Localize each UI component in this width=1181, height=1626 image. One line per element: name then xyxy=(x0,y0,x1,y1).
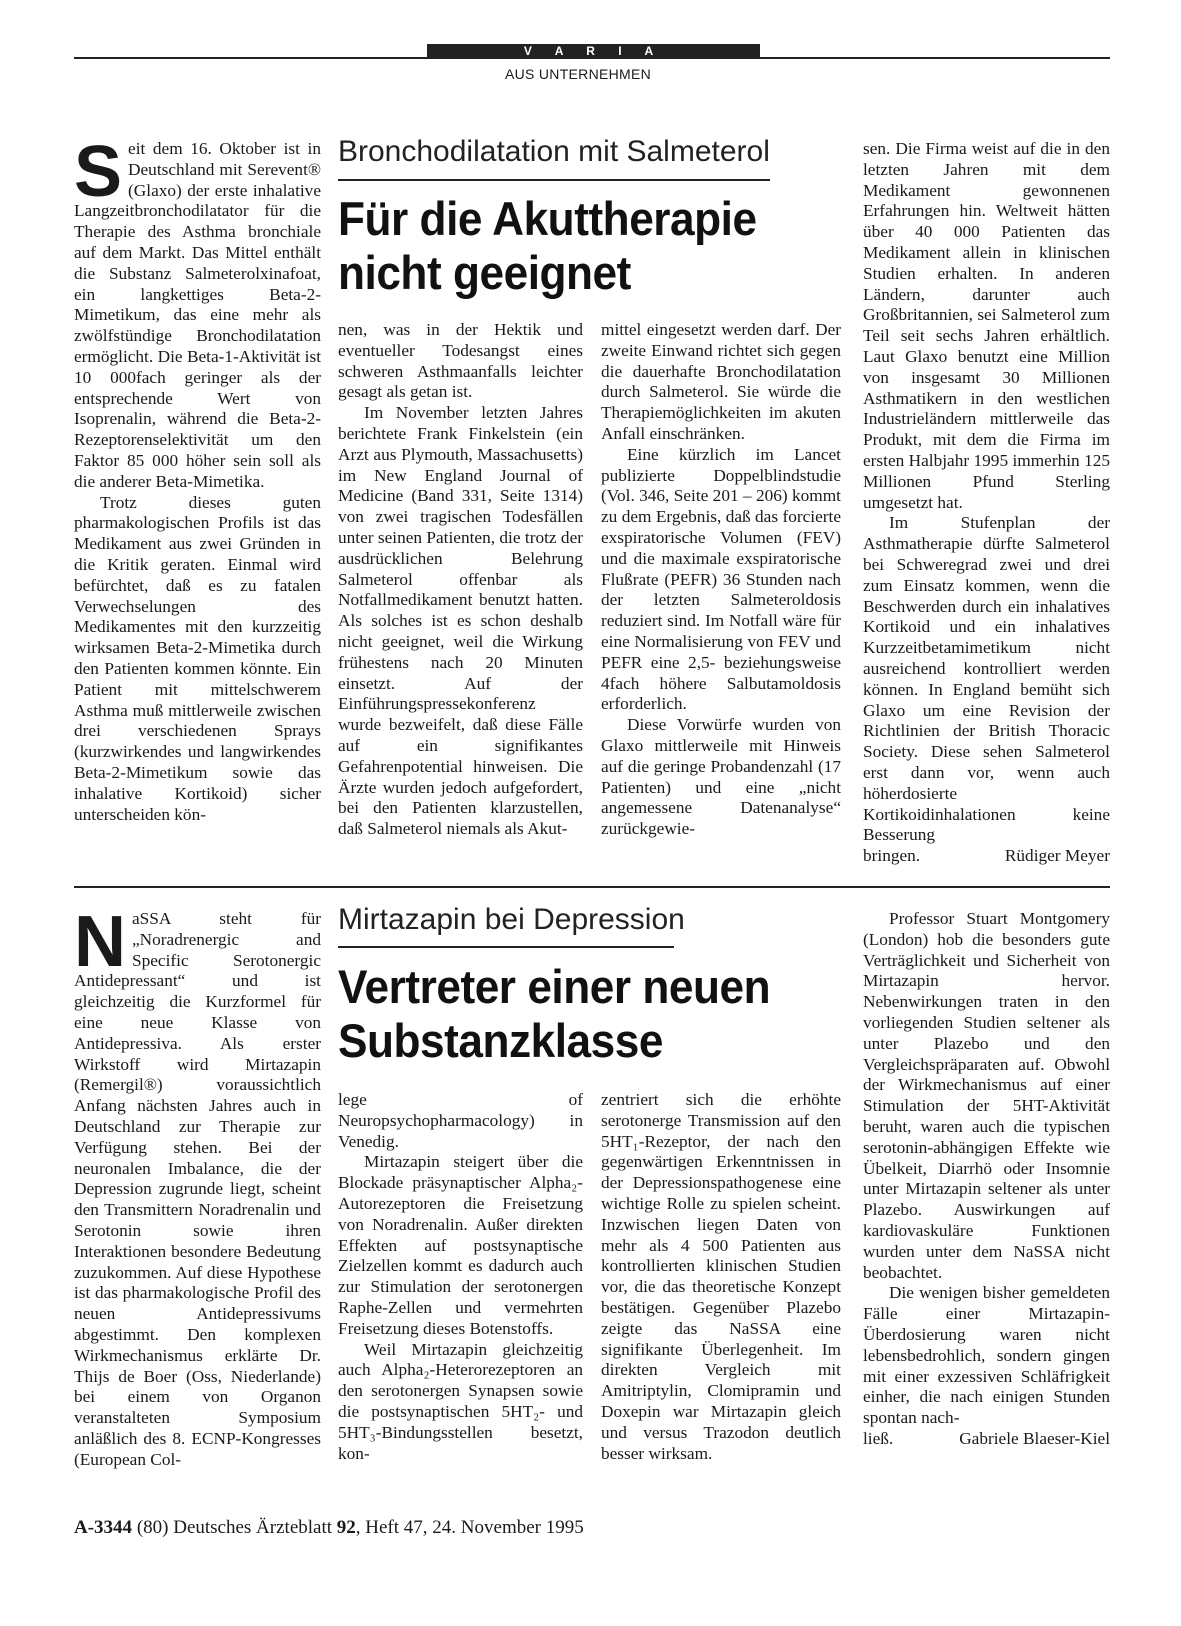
article1-headline-line2: nicht geeignet xyxy=(338,246,631,299)
article1-headline-line1: Für die Akuttherapie xyxy=(338,192,757,245)
article1-column-2 xyxy=(338,320,583,840)
footer-page-code: A-3344 xyxy=(74,1517,133,1538)
article2-col2-para2: Mirtazapin steigert über die Blockade präsynaptischer Alpha₂-Autorezeptoren die Freisetzung von Noradrenalin. Außer direkten Effekten auf postsynaptische Zielzellen kommt es dadurch auch zur Stimulation der serotonergen Raphe-Zellen und vermehrten Freisetzung dieses Botenstoffs. xyxy=(338,1152,583,1338)
article2-dropcap: N xyxy=(74,902,126,982)
article1-col4-para1: sen. Die Firma weist auf die in den letzten Jahren mit dem Medikament gewonnenen Erfahrungen hin. Weltweit hätten über 40 000 Patienten das Medikament allein in klinischen Studien erhalten. In anderen Ländern, darunter auch Großbritannien, sei Salmeterol zum Teil seit sechs Jahren erhältlich. Laut Glaxo benutzt eine Million von insgesamt 30 Millionen Asthmatikern in den westlichen Industrieländern mittlerweile das Produkt, mit dem die Firma im ersten Halbjahr 1995 immerhin 125 Millionen Pfund Sterling umgesetzt hat. xyxy=(863,139,1110,512)
article1-headline xyxy=(338,192,827,300)
article1-kicker-rule xyxy=(338,179,770,181)
article2-kicker-rule xyxy=(338,946,674,948)
article2-col3-para1: zentriert sich die erhöhte serotonerge Transmission auf den 5HT₁-Rezeptor, der nach den gegenwärtigen Erkenntnissen in der Depressionspathogenese eine wichtige Rolle zu spielen scheint. Inzwischen liegen Daten von mehr als 4 500 Patienten aus kontrollierten klinischen Studien vor, die das theoretische Konzept bestätigen. Gegenüber Plazebo zeigte das NaSSA eine signifikante Überlegenheit. Im direkten Vergleich mit Amitriptylin, Clomipramin und Doxepin war Mirtazapin gleich und versus Trazodon deutlich besser wirksam. xyxy=(601,1090,841,1463)
article2-signature xyxy=(863,1429,1110,1450)
section-subhead: AUS UNTERNEHMEN xyxy=(505,66,652,82)
article1-dropcap: S xyxy=(74,132,123,212)
article1-signature xyxy=(863,846,1110,867)
page-footer xyxy=(74,1517,584,1539)
section-banner: V A R I A xyxy=(427,44,760,58)
article2-col2-para3: Weil Mirtazapin gleichzeitig auch Alpha₂-Heterorezeptoren an den serotonergen Synapsen sowie die postsynaptischen 5HT₂- und 5HT₃-Bindungsstellen besetzt, kon- xyxy=(338,1339,583,1463)
article2-col4-para1: Professor Stuart Montgomery (London) hob die besonders gute Verträglichkeit und Sicherheit von Mirtazapin hervor. Nebenwirkungen traten in den vorliegenden Studien seltener als unter Plazebo und den Vergleichspräparaten auf. Obwohl der Wirkmechanismus auf einer Stimulation der 5HT-Aktivität beruht, waren auch die typischen serotonin-abhängigen Effekte wie Übelkeit, Diarrhö oder Insomnie unter Mirtazapin seltener als unter Plazebo. Auswirkungen auf kardiovaskuläre Funktionen wurden unter dem NaSSA nicht beobachtet. xyxy=(863,909,1110,1282)
article1-column-1 xyxy=(74,132,321,825)
article-separator xyxy=(74,886,1110,888)
article2-col4-para2: Die wenigen bisher gemeldeten Fälle einer Mirtazapin-Überdosierung waren nicht lebensbedrohlich, sondern gingen mit einer exzessiven Schläfrigkeit einher, die nach einigen Stunden spontan nach- xyxy=(863,1283,1110,1428)
article2-last-words: ließ. xyxy=(863,1428,894,1448)
article2-kicker: Mirtazapin bei Depression xyxy=(338,903,685,936)
article1-col3-para1: mittel eingesetzt werden darf. Der zweite Einwand richtet sich gegen die dauerhafte Bronchodilatation durch Salmeterol. Sie würde die Therapiemöglichkeiten im akuten Anfall einschränken. xyxy=(601,320,841,443)
article1-author: Rüdiger Meyer xyxy=(1004,846,1110,866)
article1-last-words: bringen. xyxy=(863,846,921,866)
article1-col2-para2: Im November letzten Jahres berichtete Frank Finkelstein (ein Arzt aus Plymouth, Massachusetts) im New England Journal of Medicine (Band 331, Seite 1314) von zwei tragischen Todesfällen unter seinen Patienten, die trotz der ausdrücklichen Belehrung Salmeterol offenbar als Notfallmedikament benutzt hatten. Als solches ist es schon deshalb nicht geeignet, weil die Wirkung frühestens nach 20 Minuten einsetzt. Auf der Einführungspressekonferenz wurde bezweifelt, daß diese Fälle auf ein signifikantes Gefahrenpotential hinweisen. Die Ärzte wurden jedoch aufgefordert, bei den Patienten klarzustellen, daß Salmeterol niemals als Akut- xyxy=(338,403,583,839)
article2-column-2 xyxy=(338,1090,583,1464)
article2-headline xyxy=(338,960,827,1068)
article2-headline-line2: Substanzklasse xyxy=(338,1014,663,1067)
article1-col2-para1: nen, was in der Hektik und eventueller Todesangst eines schweren Asthmaanfalls leichter gesagt als getan ist. xyxy=(338,320,583,402)
article2-author: Gabriele Blaeser-Kiel xyxy=(959,1428,1110,1448)
article1-column-4 xyxy=(863,139,1110,867)
article2-col1-para1: aSSA steht für „Noradrenergic and Specific Serotonergic Antidepressant“ und ist gleichzeitig die Kurzformel für eine neue Klasse von Antidepressiva. Als erster Wirkstoff wird Mirtazapin (Remergil®) voraussichtlich Anfang nächsten Jahres auch in Deutschland zur Therapie zur Verfügung stehen. Bei der neuronalen Imbalance, die der Depression zugrunde liegt, scheint den Transmittern Noradrenalin und Serotonin sowie ihren Interaktionen besondere Bedeutung zuzukommen. Auf diese Hypothese ist das pharmakologische Profil des neuen Antidepressivums abgestimmt. Den komplexen Wirkmechanismus erklärte Dr. Thijs de Boer (Oss, Niederlande) bei einem von Organon veranstalteten Symposium anläßlich des 8. ECNP-Kongresses (European Col- xyxy=(74,909,321,1469)
article1-column-3 xyxy=(601,320,841,840)
article1-col1-para2: Trotz dieses guten pharmakologischen Profils ist das Medikament aus zwei Gründen in die Kritik geraten. Einmal wird befürchtet, daß es zu fatalen Verwechselungen des Medikamentes mit den kurzzeitig wirksamen Beta-2-Mimetika durch den Patienten kommen könnte. Ein Patient mit mittelschwerem Asthma muß mittlerweile zwischen drei verschiedenen Sprays (kurzwirkendes und langwirkendes Beta-2-Mimetikum sowie das inhalative Kortikoid) sicher unterscheiden kön- xyxy=(74,492,321,824)
footer-journal: Deutsches Ärzteblatt xyxy=(173,1517,333,1538)
article2-headline-line1: Vertreter einer neuen xyxy=(338,960,771,1013)
article1-col3-para2: Eine kürzlich im Lancet publizierte Doppelblindstudie (Vol. 346, Seite 201 – 206) kommt zu dem Ergebnis, daß das forcierte exspiratorische Volumen (FEV) und die maximale exspiratorische Flußrate (PEFR) 36 Stunden nach der letzten Salmeteroldosis reduziert sind. Im Notfall wäre für eine Normalisierung von FEV und PEFR eine 2,5- beziehungsweise 4fach höhere Salbutamoldosis erforderlich. xyxy=(601,444,841,714)
article2-column-1 xyxy=(74,902,321,1471)
footer-page-paren: (80) xyxy=(136,1517,169,1538)
article2-column-3 xyxy=(601,1090,841,1464)
article1-col1-para1: eit dem 16. Oktober ist in Deutschland mit Serevent® (Glaxo) der erste inhalative Langzeitbronchodilatator für die Therapie des Asthma bronchiale auf dem Markt. Das Mittel enthält die Substanz Salmeterolxinafoat, ein langkettiges Beta-2-Mimetikum, das eine mehr als zwölfstündige Bronchodilatation ermöglicht. Die Beta-1-Aktivität ist 10 000fach geringer als der entsprechende Wert von Isoprenalin, während die Beta-2-Rezeptorenselektivität um den Faktor 85 000 höher sein soll als die anderer Beta-Mimetika. xyxy=(74,139,321,491)
footer-volume: 92 xyxy=(336,1517,356,1538)
article2-column-4 xyxy=(863,909,1110,1450)
article1-kicker: Bronchodilatation mit Salmeterol xyxy=(338,135,770,168)
article1-col3-para3: Diese Vorwürfe wurden von Glaxo mittlerweile mit Hinweis auf die geringe Probandenzahl (17 Patienten) und eine „nicht angemessene Datenanalyse“ zurückgewie- xyxy=(601,715,841,839)
article1-col4-para2: Im Stufenplan der Asthmatherapie dürfte Salmeterol bei Schweregrad zwei und drei zum Einsatz kommen, wenn die Beschwerden durch ein inhalatives Kortikoid und ein inhalatives Kurzzeitbetamimetikum nicht ausreichend kontrolliert werden können. In England bemüht sich Glaxo um eine Revision der Richtlinien der British Thoracic Society. Diese sehen Salmeterol erst dann vor, wenn auch höherdosierte Kortikoidinhalationen keine Besserung xyxy=(863,513,1110,845)
article2-col2-para1: lege of Neuropsychopharmacology) in Venedig. xyxy=(338,1090,583,1151)
footer-issue: , Heft 47, 24. November 1995 xyxy=(355,1517,584,1538)
